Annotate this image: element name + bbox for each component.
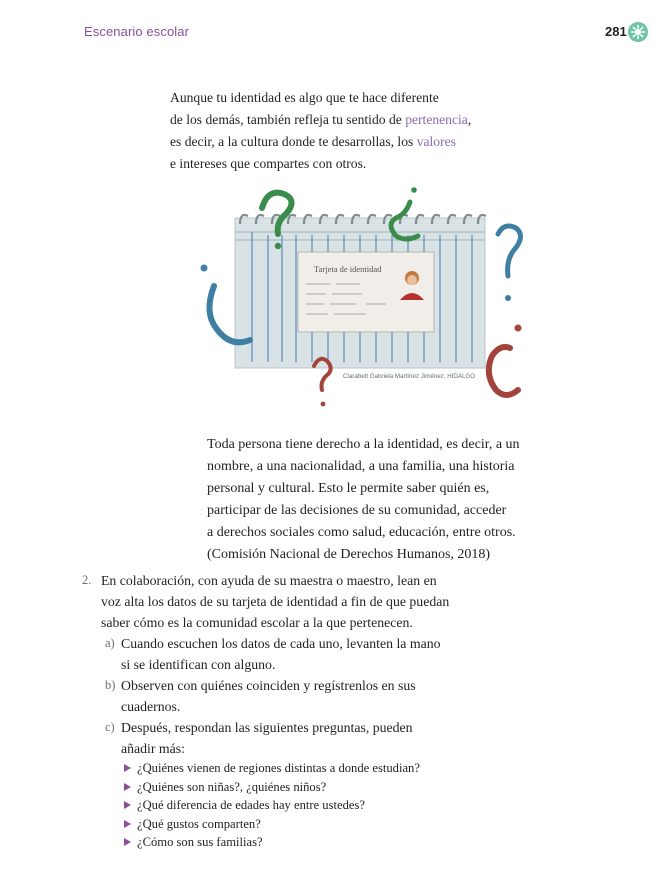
card-title: Tarjeta de identidad [314,264,382,274]
bullet-arrow-icon [124,783,131,791]
inverted-question-mark-red [489,347,518,395]
activity-line: voz alta los datos de su tarjeta de identidad a fin de que puedan [101,594,450,609]
glossary-term-pertenencia: pertenencia [405,112,468,127]
section-title: Escenario escolar [84,24,190,39]
activity-item-a [105,633,502,675]
item-letter: c) [105,720,115,734]
page-number: 281 [605,24,627,39]
item-line: añadir más: [121,741,185,756]
item-line: cuadernos. [121,699,181,714]
bullet-arrow-icon [124,838,131,846]
activity-line: En colaboración, con ayuda de su maestra o maestro, lean en [101,573,437,588]
intro-line: de los demás, también refleja tu sentido de pertenencia, [170,112,472,127]
glossary-term-valores: valores [416,134,456,149]
activity-number: 2. [82,573,92,587]
intro-line: Aunque tu identidad es algo que te hace diferente [170,90,439,105]
question-item: ¿Qué diferencia de edades hay entre ustedes? [124,796,502,815]
quote-citation: (Comisión Nacional de Derechos Humanos, 2018) [207,547,491,562]
item-line: Observen con quiénes coinciden y regístrenlos en sus [121,678,416,693]
item-letter: a) [105,636,115,650]
quote-line: participar de las decisiones de su comunidad, acceder [207,503,507,518]
item-line: si se identifican con alguno. [121,657,276,672]
bullet-arrow-icon [124,764,131,772]
activity-line: saber cómo es la comunidad escolar a la que pertenecen. [101,615,413,630]
activity-item-b [105,675,502,717]
question-list [124,759,502,852]
quote-line: personal y cultural. Esto le permite saber quién es, [207,481,490,496]
gear-icon [628,22,648,42]
question-mark-blue [498,226,521,276]
item-letter: b) [105,678,116,692]
activity-item-c [105,717,502,759]
activity-2 [82,570,502,852]
item-line: Cuando escuchen los datos de cada uno, levanten la mano [121,636,441,651]
question-item: ¿Quiénes vienen de regiones distintas a donde estudian? [124,759,502,778]
question-item: ¿Qué gustos comparten? [124,815,502,834]
bullet-arrow-icon [124,801,131,809]
item-line: Después, respondan las siguientes preguntas, pueden [121,720,413,735]
quote-line: nombre, a una nacionalidad, a una familia, una historia [207,459,515,474]
intro-paragraph [170,87,530,175]
intro-line: es decir, a la cultura donde te desarrollas, los valores [170,134,456,149]
illustration-credit: Clarabett Gabriela Martínez Jiménez, HIDALGO [343,373,476,380]
question-item: ¿Quiénes son niñas?, ¿quiénes niños? [124,778,502,797]
question-item: ¿Cómo son sus familias? [124,833,502,852]
intro-line: e intereses que compartes con otros. [170,156,367,171]
quote-line: Toda persona tiene derecho a la identidad, es decir, a un [207,437,520,452]
rights-quote [207,434,547,566]
quote-line: a derechos sociales como salud, educación, entre otros. [207,525,516,540]
bullet-arrow-icon [124,820,131,828]
